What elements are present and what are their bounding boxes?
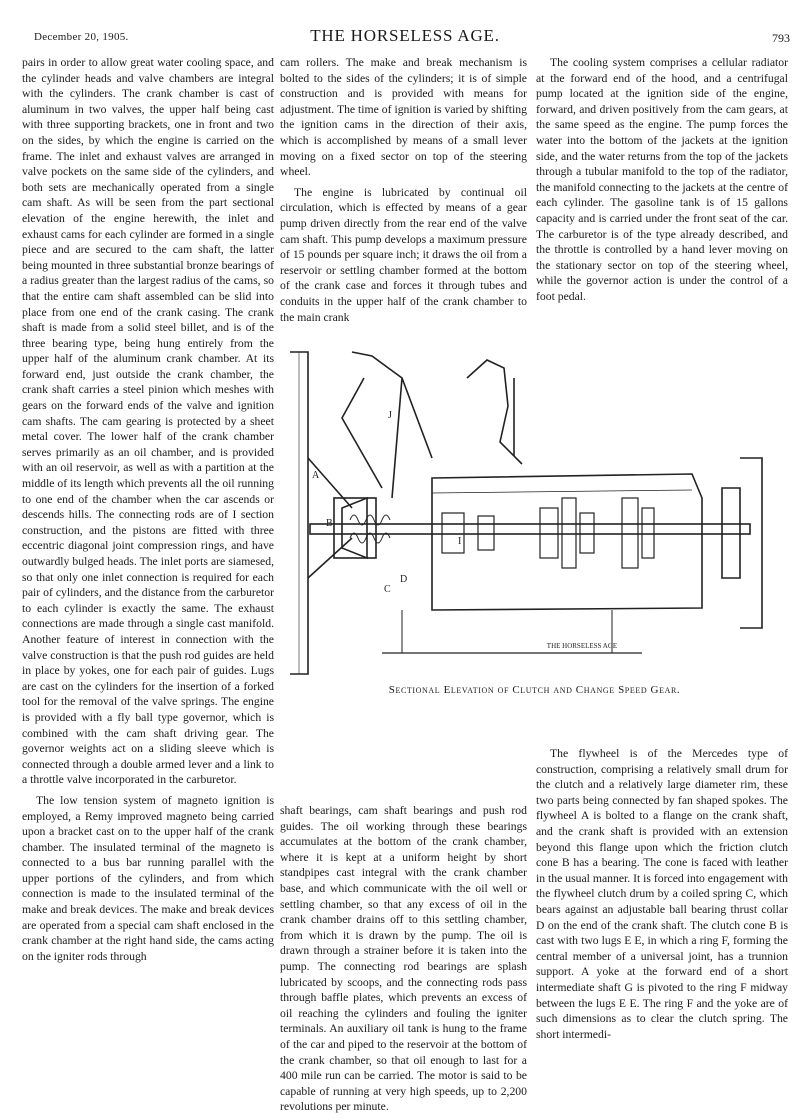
figure-label-j: J <box>388 410 392 421</box>
paragraph-oil-circulation: shaft bearings, cam shaft bearings and push rod guides. The oil working through these bearings accumulates at the bottom of the crank chamber, where it is kept at a uniform height by short standpipes cast integral with the crank chamber base, and which communicate with the oil well or settling chamber, so that any excess of oil in the crank chamber drains off to this settling chamber, from which it is drawn by the pump. The oil is drawn through a strainer before it is taken into the pump. The connecting rod bearings are splash lubricated by scoops, and the connecting rods pass through baffle plates, which prevents an excess of oil reaching the cylinders and fouling the igniter terminals. An auxiliary oil tank is hung to the frame of the car and piped to the reservoir at the bottom of the crank chamber, so that oil enough to last for a 400 mile run can be carried. The motor is said to be capable of running at very high speeds, up to 2,200 revolutions per minute. <box>280 804 527 1114</box>
text-column-middle-bottom <box>280 803 527 1114</box>
text-column-middle-top <box>280 55 527 340</box>
clutch-gear-illustration <box>282 348 787 678</box>
figure-label-d: D <box>400 574 408 585</box>
rear-bearing <box>740 458 762 628</box>
paragraph-make-and-break: cam rollers. The make and break mechanism is bolted to the sides of the cylinders; it is of simple construction and is provided with means for adjustment. The time of ignition is varied by shifting the ignition cams in the direction of their axis, which is accomplished by means of a small lever moving on a fixed sector on top of the steering wheel. <box>280 56 527 179</box>
figure-label-c: C <box>384 584 391 595</box>
paragraph-flywheel: The flywheel is of the Mercedes type of construction, comprising a relatively small drum for the clutch and a relatively large diameter rim, these two parts being connected by fan shaped spokes. The flywheel A is bolted to a flange on the crank shaft, and the crank shaft is provided with an extension beyond this flange upon which the friction clutch cone B has a bearing. The cone is faced with leather in the usual manner. It is forced into engagement with the flywheel clutch drum by a coiled spring C, which bears against an adjustable ball bearing thrust collar D on the end of the crank shaft. The clutch cone B is cast with two lugs E E, in which a ring F, forming the central member of a universal joint, has a trunnion support. A yoke at the forward end of a short intermediate shaft G is pivoted to the ring F midway between the lugs E E. The ring F and the yoke are of such dimensions as to clear the clutch spring. The short intermedi- <box>536 747 788 1041</box>
issue-date: December 20, 1905. <box>34 31 129 43</box>
pedal-link <box>342 378 382 488</box>
text-column-left <box>22 55 274 1095</box>
paragraph-lubrication: The engine is lubricated by continual oil circulation, which is effected by means of a gear pump driven directly from the rear end of the valve cam shaft. This pump develops a maximum pressure of 15 pounds per square inch; it draws the oil from a reservoir or settling chamber formed at the bottom of the crank case and forces it through tubes and conduits in the upper half of the crank chamber to the main crank <box>280 185 527 324</box>
figure-label-a: A <box>312 470 320 481</box>
paragraph-cooling-system: The cooling system comprises a cellular radiator at the forward end of the hood, and a centrifugal pump located at the ignition side of the engine, forward, and driven positively from the cam gears, at the same speed as the engine. The pump forces the water into the bottom of the jackets at the ignition side, and the water returns from the top of the jackets through a tubular manifold to the top of the radiator, the manifold connecting to the jackets at the centre of each cylinder. The gasoline tank is of 15 gallons capacity and is carried under the front seat of the car. The carburetor is of the type already described, and the throttle is controlled by a hand lever moving on the stationary sector on top of the steering wheel, while the governor action is under the control of a foot pedal. <box>536 56 788 303</box>
figure-caption: Sectional Elevation of Clutch and Change Speed Gear. <box>388 684 681 696</box>
clutch-pedal <box>352 352 432 498</box>
paragraph-ignition: The low tension system of magneto ignition is employed, a Remy improved magneto being carried upon a bracket cast on to the upper half of the crank chamber. The insulated terminal of the magneto is connected to a bus bar running parallel with the upper portions of the cylinders, and from which connection is made to the insulated terminal of the make and break devices. The make and break devices are operated from a special cam shaft enclosed in the crank chamber at the right hand side, the cams acting on the igniter rods through <box>22 793 274 963</box>
gearbox-housing <box>432 474 702 610</box>
figure-plate-label: THE HORSELESS AGE <box>546 642 618 650</box>
figure-label-i: I <box>458 536 462 547</box>
rear-flange <box>722 488 740 578</box>
clutch-spring <box>350 515 390 543</box>
gear-train <box>442 498 654 568</box>
text-column-right-top <box>536 55 788 340</box>
paragraph-engine-construction: pairs in order to allow great water cooling space, and the cylinder heads and valve chambers are integral with the cylinders. The crank chamber is cast of aluminum in two valves, the upper half being cast with three supporting brackets, one in front and two on the sides, by which the engine is carried on the frame. The inlet and exhaust valves are arranged in valve pockets on the same side of the cylinders, and both sets are mechanically operated from a single cam shaft. As will be seen from the part sectional elevation of the engine herewith, the inlet and exhaust cams for each cylinder are formed in a single piece and are secured to the cam shaft, the latter being mounted in three substantial bronze bearings of a radius greater than the largest radius of the cams, so that the entire cam shaft assembled can be slid into place from one end of the crank casing. The crank shaft is made from a solid steel billet, and is of the three bearing type, being hung entirely from the upper half of the aluminum crank chamber. At its forward end, just outside the crank chamber, the crank shaft carries a steel pinion which meshes with gears on the forward ends of the valve and ignition cam shafts. The cam gearing is protected by a sheet metal cover. The lower half of the crank chamber serves primarily as an oil chamber, and is provided with an oil reservoir, as well as with a partition at the middle of its length which prevents all the oil running to one end of the chamber when the car ascends or descends hills. The connecting rods are of I section construction, and the pistons are fitted with three eccentric diagonal joint compression rings, and have outwardly bulged heads. The inlet ports are siamesed, so that only one inlet connection is required for each pair of cylinders, and the distance from the carburetor to each cylinder is exactly the same. The exhaust connections are made through a single cast manifold. Another feature of interest in connection with the valve construction is that the push rod guides are held in place by yokes, one for each pair of guides. Lugs are cast on the cylinders for the insertion of a forked tool for the removal of the valve springs. The engine is provided with a fly ball type governor, which is combined with the cam shaft driving gear. The governor weights act on a sliding sleeve which is connected through a double armed lever and a link to a throttle valve incorporated in the carburetor. <box>22 56 274 787</box>
clutch-cone <box>342 498 367 558</box>
text-column-right-bottom <box>536 746 788 1096</box>
figure-label-b: B <box>326 518 333 529</box>
journal-title: THE HORSELESS AGE. <box>310 26 500 45</box>
page-number: 793 <box>772 31 790 45</box>
